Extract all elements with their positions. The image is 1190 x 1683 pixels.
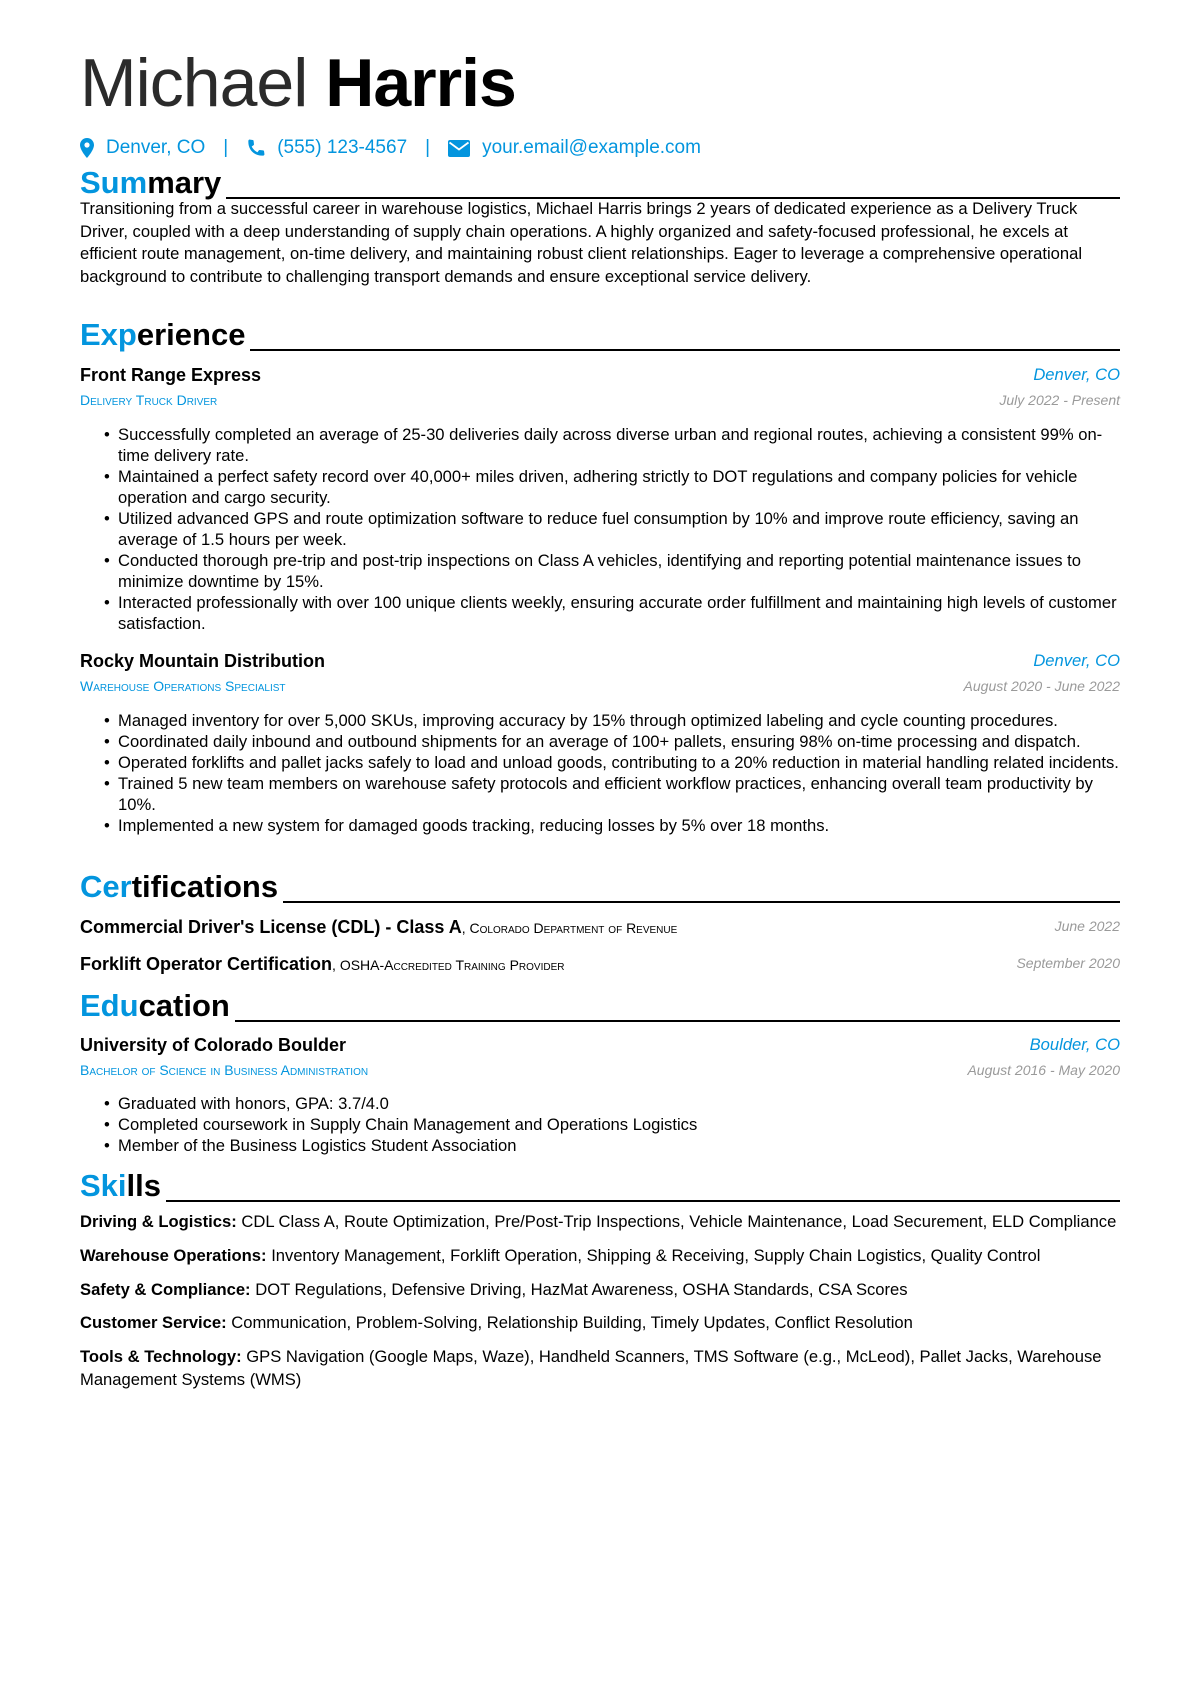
contact-phone[interactable]: [246, 137, 407, 159]
summary-text: Transitioning from a successful career in warehouse logistics, Michael Harris brings 2 years of dedicated experience as a Delivery Truck Driver, coupled with a deep understanding of supply chain operations. A highly organized and safety-focused professional, he excels at efficient route management, on-time delivery, and maintaining robust client relationships. Eager to leverage a comprehensive operational background to contribute to challenging transport demands and ensure exceptional service delivery.: [80, 199, 1083, 286]
location-text: Denver, CO: [106, 137, 206, 158]
list-item: • Graduated with honors, GPA: 3.7/4.0: [80, 1093, 1120, 1114]
candidate-name: [80, 38, 516, 128]
list-item: • Trained 5 new team members on warehouse safety protocols and efficient workflow practices, enhancing overall team productivity by 10%.: [80, 773, 1120, 815]
employer-name: Front Range Express: [80, 365, 262, 385]
certification-issuer: OSHA-Accredited Training Provider: [339, 957, 565, 973]
job-bullets: [80, 710, 1120, 836]
skill-row: [80, 1278, 1120, 1301]
email-link: your.email@example.com: [482, 137, 701, 158]
job-dates: July 2022 - Present: [999, 392, 1120, 408]
job-location: Denver, CO: [1033, 365, 1120, 384]
certification-date: September 2020: [1016, 955, 1120, 971]
job-location: Denver, CO: [1033, 651, 1120, 670]
skill-items: Inventory Management, Forklift Operation, Shipping & Receiving, Supply Chain Logistics, Quality Control: [271, 1246, 1041, 1265]
skill-items: GPS Navigation (Google Maps, Waze), Handheld Scanners, TMS Software (e.g., McLeod), Pallet Jacks, Warehouse Management Systems (WMS): [80, 1347, 1102, 1389]
skill-items: DOT Regulations, Defensive Driving, HazMat Awareness, OSHA Standards, CSA Scores: [255, 1280, 908, 1299]
section-rule: [283, 901, 1120, 903]
school-name: University of Colorado Boulder: [80, 1035, 347, 1055]
certification-name: Forklift Operator Certification: [80, 954, 333, 974]
skill-items: Communication, Problem-Solving, Relationship Building, Timely Updates, Conflict Resolution: [231, 1313, 913, 1332]
section-title-certifications: [80, 866, 1120, 906]
skill-items: CDL Class A, Route Optimization, Pre/Post-Trip Inspections, Vehicle Maintenance, Load Securement, ELD Compliance: [241, 1212, 1117, 1231]
section-title-accent: Cer: [80, 869, 132, 904]
certification-name: Commercial Driver's License (CDL) - Class A: [80, 917, 462, 937]
list-item: • Successfully completed an average of 25-30 deliveries daily across diverse urban and regional routes, achieving a consistent 99% on-time delivery rate.: [80, 424, 1120, 466]
first-name: Michael: [80, 45, 308, 121]
certification-item: Commercial Driver's License (CDL) - Class A, Colorado Department of Revenue June 2022: [80, 914, 1120, 940]
contact-location: [80, 137, 205, 159]
experience-entry-subheader: [80, 675, 1120, 697]
list-item: • Interacted professionally with over 100 unique clients weekly, ensuring accurate order fulfillment and maintaining high levels of customer satisfaction.: [80, 592, 1120, 634]
job-dates: August 2020 - June 2022: [963, 678, 1120, 694]
certification-issuer: Colorado Department of Revenue: [469, 920, 678, 936]
list-item: • Completed coursework in Supply Chain Management and Operations Logistics: [80, 1114, 1120, 1135]
degree-title: Bachelor of Science in Business Administration: [80, 1062, 369, 1078]
contact-separator: |: [425, 137, 431, 158]
certification-date: June 2022: [1054, 918, 1120, 934]
section-title-education: [80, 985, 1120, 1025]
employer-name: Rocky Mountain Distribution: [80, 651, 325, 671]
skill-category: Driving & Logistics:: [80, 1212, 237, 1231]
experience-entry-subheader: [80, 389, 1120, 411]
list-item: • Operated forklifts and pallet jacks safely to load and unload goods, contributing to a 20% reduction in material handling related incidents.: [80, 752, 1120, 773]
skill-row: [80, 1345, 1120, 1391]
section-title-rest: tifications: [131, 869, 279, 904]
list-item: • Implemented a new system for damaged goods tracking, reducing losses by 5% over 18 months.: [80, 815, 1120, 836]
section-title-skills: [80, 1165, 1120, 1205]
section-rule: [250, 349, 1120, 351]
list-item: • Member of the Business Logistics Student Association: [80, 1135, 1120, 1156]
education-entry-subheader: [80, 1059, 1120, 1081]
section-rule: [235, 1020, 1120, 1022]
education-bullets: [80, 1093, 1120, 1156]
section-title-summary: [80, 162, 1120, 202]
last-name: Harris: [325, 45, 516, 121]
list-item: • Maintained a perfect safety record over 40,000+ miles driven, adhering strictly to DOT regulations and company policies for vehicle operation and cargo security.: [80, 466, 1120, 508]
phone-text: (555) 123-4567: [277, 137, 408, 158]
experience-entry-header: [80, 363, 1120, 387]
job-bullets: [80, 424, 1120, 634]
contact-email[interactable]: [448, 137, 701, 159]
experience-entry-header: [80, 649, 1120, 673]
section-title-experience: [80, 314, 1120, 354]
section-title-rest: lls: [126, 1168, 161, 1203]
skill-category: Customer Service:: [80, 1313, 227, 1332]
section-title-rest: mary: [147, 165, 222, 200]
skill-category: Safety & Compliance:: [80, 1280, 251, 1299]
list-item: • Coordinated daily inbound and outbound shipments for an average of 100+ pallets, ensuring 98% on-time processing and dispatch.: [80, 731, 1120, 752]
skill-row: [80, 1311, 1120, 1334]
phone-icon: [246, 139, 265, 158]
school-location: Boulder, CO: [1029, 1035, 1120, 1054]
skill-category: Tools & Technology:: [80, 1347, 242, 1366]
section-title-rest: cation: [138, 988, 230, 1023]
certification-item: Forklift Operator Certification, OSHA-Accredited Training Provider September 2020: [80, 951, 1120, 977]
skill-category: Warehouse Operations:: [80, 1246, 267, 1265]
map-pin-icon: [80, 138, 94, 158]
section-rule: [166, 1200, 1120, 1202]
section-title-rest: erience: [136, 317, 246, 352]
section-title-accent: Ski: [80, 1168, 127, 1203]
skill-row: [80, 1244, 1120, 1267]
contact-bar: [80, 133, 701, 163]
list-item: • Conducted thorough pre-trip and post-trip inspections on Class A vehicles, identifying and reporting potential maintenance issues to minimize downtime by 15%.: [80, 550, 1120, 592]
job-title: Warehouse Operations Specialist: [80, 678, 286, 694]
list-item: • Managed inventory for over 5,000 SKUs, improving accuracy by 15% through optimized labeling and cycle counting procedures.: [80, 710, 1120, 731]
envelope-icon: [448, 140, 470, 157]
education-dates: August 2016 - May 2020: [967, 1062, 1120, 1078]
section-title-accent: Sum: [80, 165, 148, 200]
education-entry-header: [80, 1033, 1120, 1057]
skill-row: [80, 1210, 1120, 1233]
section-title-accent: Edu: [80, 988, 139, 1023]
list-item: • Utilized advanced GPS and route optimization software to reduce fuel consumption by 10% and improve route efficiency, saving an average of 1.5 hours per week.: [80, 508, 1120, 550]
contact-separator: |: [223, 137, 229, 158]
section-title-accent: Exp: [80, 317, 137, 352]
job-title: Delivery Truck Driver: [80, 392, 218, 408]
